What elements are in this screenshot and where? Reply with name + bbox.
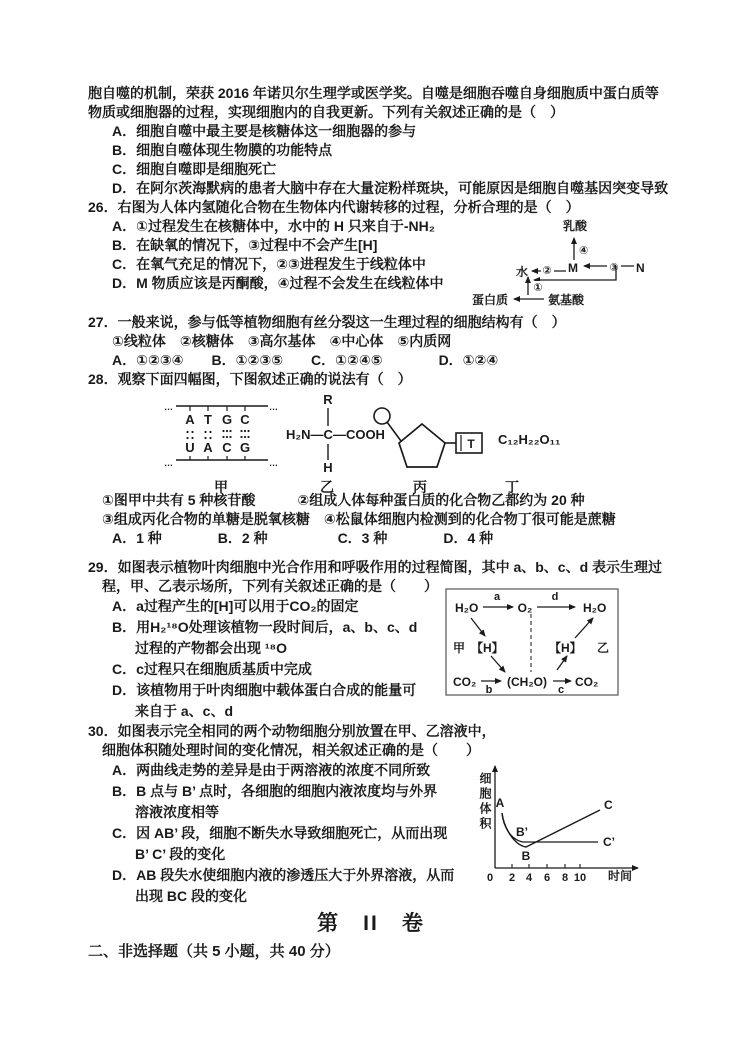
arrow-h2o-to-h [471,618,485,636]
co2-left: CO₂ [453,675,477,689]
point-c: C [604,798,613,812]
ch2o-node: (CH₂O) [507,675,547,689]
tick-10: 10 [573,872,587,884]
arrow-h-to-ch2o [491,656,505,672]
q29-stem-line2: 程，甲、乙表示场所，下列有关叙述正确的是（ ） [102,578,438,594]
point-a: A [495,796,505,810]
section-ii-subheading: 二、非选择题（共 5 小题，共 40 分） [88,943,340,960]
h2o-left: H₂O [455,601,479,615]
figure-bing-nucleotide [374,408,482,495]
figure-yi-amino-acid [286,392,385,495]
figure-jia-base-pairing [164,402,278,495]
figure-ding-label: 丁 [505,479,519,495]
q30-option-b-line2: 溶液浓度相等 [135,804,219,820]
q26-option-a: A．①过程发生在核糖体中，水中的 H 只来自于-NH₂ [112,218,435,234]
q25-option-d: D．在阿尔茨海默病的患者大脑中存在大量淀粉样斑块，可能原因是细胞自噬基因突变导致 [112,180,669,196]
q25-option-a: A．细胞自噬中最主要是核糖体这一细胞器的参与 [112,123,417,139]
co2-right: CO₂ [575,675,599,689]
q25-tail-line2: 物质或细胞器的过程，实现细胞内的自我更新。下列有关叙述正确的是（ ） [88,104,564,120]
q29-option-d-line2: 来自于 a、c、d [135,703,234,719]
m-node: M [568,261,578,275]
step4-label: ④ [579,245,589,257]
amino-acid-node: 氨基酸 [548,293,585,307]
q30-option-c-line1: C．因 AB’ 段，细胞不断失水导致细胞死亡，从而出现 [112,825,448,841]
svg-text:…: … [269,458,278,468]
point-c-prime: C’ [603,835,615,849]
q28-options: A．1 种 B．2 种 C．3 种 D．4 种 [112,530,494,546]
q26-option-c: C．在氧气充足的情况下，②③进程发生于线粒体中 [112,256,426,272]
origin-label: 0 [486,872,494,884]
thymine-base: T [467,437,475,451]
q27-items: ①线粒体 ②核糖体 ③高尔基体 ④中心体 ⑤内质网 [112,333,452,349]
q29-process-diagram [445,588,621,696]
o2-node: O₂ [517,601,533,615]
q30-stem-line2: 细胞体积随处理时间的变化情况，相关叙述正确的是（ ） [102,742,480,758]
base-c2: C [222,440,232,455]
q29-option-a: A．a过程产生的[H]可以用于CO₂的固定 [112,598,359,614]
q25-option-c: C．细胞自噬即是细胞死亡 [112,161,277,177]
figure-ding-formula [498,432,560,495]
q30-option-d-line1: D．AB 段失水使细胞内液的渗透压大于外界溶液，从而 [112,867,455,883]
q28-statement-1-2: ①图甲中共有 5 种核苷酸 ②组成人体每种蛋白质的化合物乙都约为 20 种 [102,492,585,508]
base-g: G [221,412,233,427]
q30-chart-ylabel: 细胞体积 [478,772,492,832]
pentose-pentagon [399,424,445,467]
process-c: c [557,684,565,696]
base-a: A [185,412,195,427]
q28-stem: 28．观察下面四幅图，下图叙述正确的说法有（ ） [88,371,412,387]
arrow-ch2o-to-h [557,656,567,670]
q26-metabolism-diagram [468,214,668,314]
figure-jia-label: 甲 [214,479,228,495]
q26-stem: 26．右图为人体内氢随化合物在生物体内代谢转移的过程，分析合理的是（ ） [88,199,580,215]
q26-option-b: B．在缺氧的情况下，③过程中不会产生[H] [112,237,378,253]
q29-option-d-line1: D．该植物用于叶肉细胞中载体蛋白合成的能量可 [112,682,417,698]
svg-text:…: … [269,402,278,412]
process-d: d [551,591,559,603]
figure-bing-label: 丙 [413,479,427,495]
protein-node: 蛋白质 [472,293,509,307]
q29-option-c: C．c过程只在细胞质基质中完成 [112,661,312,677]
q26-option-d: D．M 物质应该是丙酮酸，④过程不会发生在线粒体中 [112,275,444,291]
q30-option-b-line1: B．B 点与 B’ 点时，各细胞的细胞内液浓度均与外界 [112,783,438,799]
tick-8: 8 [561,872,569,884]
h-atom: H [323,460,333,475]
process-b: b [485,684,493,696]
tick-2: 2 [508,872,516,884]
point-b-prime: B’ [516,825,528,839]
n-node: N [636,261,645,275]
svg-text:…: … [164,458,173,468]
ellipsis: … [164,402,173,412]
tick-6: 6 [543,872,551,884]
h-carrier-right: 【H】 [549,641,582,655]
process-a: a [493,591,501,603]
q30-cell-volume-chart [476,750,662,898]
base-c: C [240,412,250,427]
step2-label: ② [542,265,552,277]
q25-option-b: B．细胞自噬体现生物膜的功能特点 [112,142,333,158]
point-b: B [521,849,531,863]
disaccharide-formula: C₁₂H₂₂O₁₁ [498,432,561,447]
water-node: 水 [516,265,529,279]
h2o-right: H₂O [583,601,607,615]
q28-statement-3-4: ③组成丙化合物的单糖是脱氧核糖 ④松鼠体细胞内检测到的化合物丁很可能是蔗糖 [102,511,616,527]
q30-chart-xlabel: 时间 [608,869,633,883]
step1-label: ① [533,282,543,294]
section-ii-heading: 第 II 卷 [317,912,425,935]
site-jia: 甲 [453,641,466,655]
base-u: U [185,440,195,455]
q27-options: A．①②③④ B．①②③⑤ C．①②④⑤ D．①②④ [112,352,499,368]
h-carrier-left: 【H】 [471,641,504,655]
amino-chain: H₂N—C—COOH [286,427,385,442]
lactic-acid-label: 乳酸 [563,219,588,233]
step3-label: ③ [609,262,619,274]
q30-option-d-line2: 出现 BC 段的变化 [135,888,247,904]
r-group: R [323,392,333,407]
q25-tail-line1: 胞自噬的机制，荣获 2016 年诺贝尔生理学或医学奖。自噬是细胞吞噬自身细胞质中蛋白质等 [88,85,659,101]
q30-option-c-line2: B’ C’ 段的变化 [135,846,226,862]
base-g2: G [239,440,251,455]
q30-stem-line1: 30．如图表示完全相同的两个动物细胞分别放置在甲、乙溶液中， [88,723,496,739]
base-t: T [204,412,212,427]
q30-option-a: A．两曲线走势的差异是由于两溶液的浓度不同所致 [112,762,431,778]
q29-stem-line1: 29．如图表示植物叶肉细胞中光合作用和呼吸作用的过程简图，其中 a、b、c、d 表示生理过 [88,559,663,575]
q27-stem: 27．一般来说，参与低等植物细胞有丝分裂这一生理过程的细胞结构有（ ） [88,314,566,330]
base-a2: A [203,440,213,455]
figure-yi-label: 乙 [320,479,334,495]
site-yi: 乙 [597,641,610,655]
arrow-h-to-h2o [575,618,593,638]
q28-figures [150,386,590,498]
tick-4: 4 [525,872,533,884]
q29-option-b-line1: B．用H₂¹⁸O处理该植物一段时间后，a、b、c、d [112,619,418,635]
hydrogen-bond-dots [186,430,249,439]
q29-option-b-line2: 过程的产物都会出现 ¹⁸O [135,640,288,656]
